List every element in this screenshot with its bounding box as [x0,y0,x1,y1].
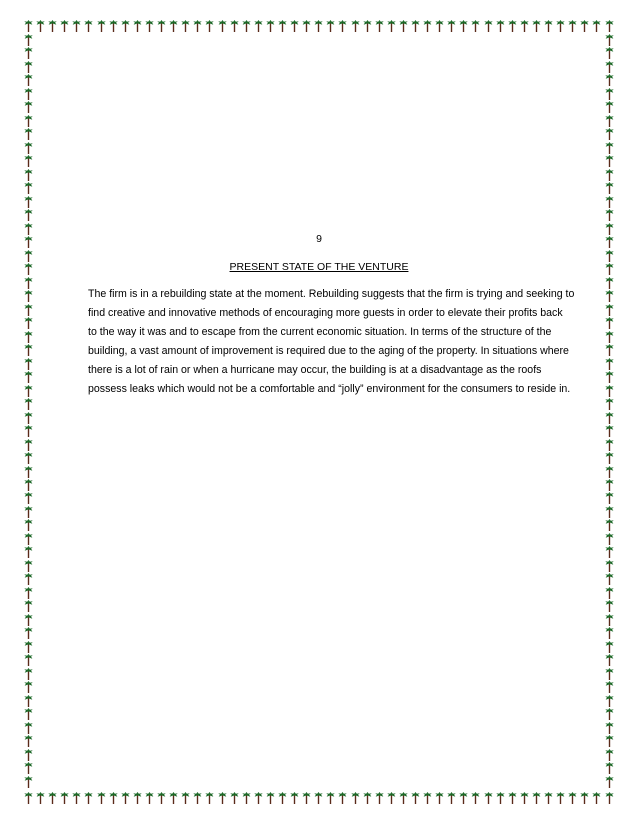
palm-tree-icon [24,209,33,221]
palm-tree-icon [302,792,311,804]
palm-tree-icon [520,792,529,804]
palm-tree-icon [605,668,614,680]
palm-tree-icon [24,115,33,127]
palm-tree-icon [580,20,589,32]
palm-tree-icon [254,792,263,804]
palm-tree-icon [556,20,565,32]
palm-tree-icon [508,792,517,804]
palm-tree-icon [605,277,614,289]
palm-tree-icon [544,20,553,32]
palm-tree-icon [24,277,33,289]
palm-tree-icon [605,708,614,720]
palm-tree-icon [24,169,33,181]
palm-tree-icon [592,20,601,32]
palm-tree-icon [169,20,178,32]
palm-tree-icon [24,290,33,302]
palm-tree-icon [24,155,33,167]
palm-tree-icon [605,722,614,734]
body-line: building, a vast amount of improvement is required due to the aging of the property. In situations where [88,345,569,357]
palm-tree-icon [145,792,154,804]
palm-tree-icon [24,587,33,599]
palm-tree-icon [556,792,565,804]
palm-tree-icon [411,792,420,804]
palm-tree-icon [605,792,614,804]
palm-tree-icon [24,695,33,707]
palm-tree-icon [24,47,33,59]
palm-tree-icon [157,792,166,804]
palm-tree-icon [605,47,614,59]
palm-tree-icon [24,792,33,804]
palm-tree-icon [471,792,480,804]
palm-tree-icon [157,20,166,32]
palm-tree-icon [605,385,614,397]
palm-tree-icon [72,792,81,804]
palm-tree-icon [193,792,202,804]
palm-tree-icon [605,560,614,572]
palm-tree-icon [351,20,360,32]
palm-tree-icon [121,792,130,804]
body-line: The firm is in a rebuilding state at the moment. Rebuilding suggests that the firm is trying and seeking to [88,288,575,300]
palm-tree-icon [363,792,372,804]
palm-tree-icon [72,20,81,32]
palm-tree-icon [605,398,614,410]
palm-tree-icon [605,344,614,356]
palm-tree-icon [580,792,589,804]
palm-tree-icon [399,20,408,32]
palm-tree-icon [605,290,614,302]
palm-tree-icon [230,20,239,32]
palm-tree-icon [605,155,614,167]
palm-tree-icon [121,20,130,32]
palm-tree-icon [24,385,33,397]
palm-tree-icon [24,614,33,626]
palm-tree-icon [605,425,614,437]
palm-tree-icon [24,668,33,680]
palm-tree-icon [605,371,614,383]
palm-tree-icon [24,776,33,788]
palm-tree-icon [24,304,33,316]
palm-tree-icon [605,479,614,491]
palm-tree-icon [60,20,69,32]
palm-tree-icon [605,331,614,343]
palm-tree-icon [605,762,614,774]
palm-tree-icon [496,20,505,32]
palm-tree-icon [24,600,33,612]
palm-tree-icon [24,61,33,73]
palm-tree-icon [24,492,33,504]
palm-tree-icon [242,792,251,804]
palm-tree-icon [459,20,468,32]
palm-tree-icon [24,182,33,194]
palm-tree-icon [84,792,93,804]
palm-tree-icon [338,792,347,804]
palm-tree-icon [605,641,614,653]
body-paragraph [88,285,575,399]
palm-tree-icon [24,627,33,639]
palm-tree-icon [387,20,396,32]
palm-tree-icon [508,20,517,32]
palm-tree-icon [36,792,45,804]
palm-tree-icon [605,452,614,464]
palm-tree-icon [411,20,420,32]
palm-tree-icon [544,792,553,804]
palm-tree-icon [605,196,614,208]
palm-tree-icon [24,425,33,437]
palm-tree-icon [605,627,614,639]
palm-tree-icon [24,439,33,451]
palm-tree-icon [24,34,33,46]
palm-tree-icon [592,792,601,804]
palm-tree-icon [24,654,33,666]
palm-tree-icon [266,20,275,32]
palm-tree-icon [218,792,227,804]
palm-tree-icon [605,466,614,478]
palm-tree-icon [605,573,614,585]
body-line: find creative and innovative methods of encouraging more guests in order to elevate their profits back [88,307,563,319]
palm-tree-icon [605,88,614,100]
section-heading: PRESENT STATE OF THE VENTURE [229,261,409,273]
palm-tree-icon [181,20,190,32]
palm-tree-icon [24,506,33,518]
palm-tree-icon [24,466,33,478]
palm-tree-icon [24,641,33,653]
palm-tree-icon [605,749,614,761]
palm-tree-icon [605,776,614,788]
palm-tree-icon [24,452,33,464]
palm-tree-icon [605,695,614,707]
palm-tree-icon [290,20,299,32]
palm-tree-icon [290,792,299,804]
palm-tree-icon [459,792,468,804]
palm-tree-icon [605,61,614,73]
palm-tree-icon [48,792,57,804]
palm-tree-icon [254,20,263,32]
palm-tree-icon [84,20,93,32]
palm-tree-icon [24,519,33,531]
palm-tree-icon [24,546,33,558]
palm-tree-icon [145,20,154,32]
palm-tree-icon [605,506,614,518]
palm-tree-icon [605,169,614,181]
palm-tree-icon [605,115,614,127]
palm-tree-icon [24,196,33,208]
palm-tree-icon [24,20,33,32]
palm-tree-icon [24,681,33,693]
palm-tree-icon [605,519,614,531]
palm-tree-icon [24,560,33,572]
palm-tree-icon [24,708,33,720]
palm-tree-icon [326,20,335,32]
palm-tree-icon [605,34,614,46]
palm-tree-icon [532,20,541,32]
palm-tree-icon [24,749,33,761]
palm-tree-icon [605,492,614,504]
palm-tree-icon [24,142,33,154]
palm-tree-icon [60,792,69,804]
palm-tree-icon [435,792,444,804]
palm-tree-icon [242,20,251,32]
palm-tree-icon [568,20,577,32]
palm-tree-icon [375,20,384,32]
palm-tree-icon [24,762,33,774]
palm-tree-icon [266,792,275,804]
palm-tree-icon [24,398,33,410]
palm-tree-icon [205,20,214,32]
body-line: to the way it was and to escape from the current economic situation. In terms of the structure of the [88,326,552,338]
palm-tree-icon [24,533,33,545]
palm-tree-icon [605,182,614,194]
palm-tree-icon [605,128,614,140]
palm-tree-icon [447,20,456,32]
page-border-right [605,34,614,788]
palm-tree-icon [24,101,33,113]
palm-tree-icon [218,20,227,32]
page-border-bottom [24,792,614,804]
palm-tree-icon [605,587,614,599]
palm-tree-icon [351,792,360,804]
palm-tree-icon [24,358,33,370]
palm-tree-icon [484,792,493,804]
palm-tree-icon [230,792,239,804]
palm-tree-icon [278,792,287,804]
palm-tree-icon [97,20,106,32]
page-border-top [24,20,614,32]
palm-tree-icon [314,792,323,804]
palm-tree-icon [387,792,396,804]
palm-tree-icon [97,792,106,804]
palm-tree-icon [605,654,614,666]
palm-tree-icon [605,142,614,154]
palm-tree-icon [193,20,202,32]
palm-tree-icon [605,600,614,612]
palm-tree-icon [169,792,178,804]
palm-tree-icon [605,533,614,545]
palm-tree-icon [447,792,456,804]
palm-tree-icon [24,74,33,86]
palm-tree-icon [423,792,432,804]
palm-tree-icon [24,479,33,491]
palm-tree-icon [24,371,33,383]
palm-tree-icon [520,20,529,32]
body-line: possess leaks which would not be a comfortable and “jolly” environment for the consumers to reside in. [88,383,571,395]
palm-tree-icon [314,20,323,32]
palm-tree-icon [605,20,614,32]
palm-tree-icon [605,250,614,262]
palm-tree-icon [605,439,614,451]
palm-tree-icon [532,792,541,804]
palm-tree-icon [24,128,33,140]
palm-tree-icon [133,792,142,804]
palm-tree-icon [605,735,614,747]
palm-tree-icon [24,412,33,424]
palm-tree-icon [24,317,33,329]
palm-tree-icon [24,250,33,262]
palm-tree-icon [605,546,614,558]
palm-tree-icon [363,20,372,32]
palm-tree-icon [605,412,614,424]
palm-tree-icon [24,735,33,747]
palm-tree-icon [605,358,614,370]
palm-tree-icon [24,344,33,356]
palm-tree-icon [435,20,444,32]
palm-tree-icon [375,792,384,804]
body-line: there is a lot of rain or when a hurricane may occur, the building is at a disadvantage as the roofs [88,364,542,376]
palm-tree-icon [484,20,493,32]
palm-tree-icon [605,74,614,86]
palm-tree-icon [24,88,33,100]
palm-tree-icon [109,20,118,32]
palm-tree-icon [471,20,480,32]
palm-tree-icon [399,792,408,804]
palm-tree-icon [48,20,57,32]
palm-tree-icon [24,722,33,734]
palm-tree-icon [181,792,190,804]
palm-tree-icon [338,20,347,32]
palm-tree-icon [36,20,45,32]
palm-tree-icon [496,792,505,804]
palm-tree-icon [605,101,614,113]
palm-tree-icon [24,573,33,585]
palm-tree-icon [205,792,214,804]
palm-tree-icon [605,304,614,316]
palm-tree-icon [24,331,33,343]
palm-tree-icon [605,614,614,626]
palm-tree-icon [605,681,614,693]
palm-tree-icon [605,317,614,329]
page-border-left [24,34,33,788]
palm-tree-icon [326,792,335,804]
palm-tree-icon [605,209,614,221]
page-number: 9 [316,233,322,245]
palm-tree-icon [568,792,577,804]
palm-tree-icon [133,20,142,32]
palm-tree-icon [302,20,311,32]
palm-tree-icon [278,20,287,32]
palm-tree-icon [109,792,118,804]
palm-tree-icon [423,20,432,32]
